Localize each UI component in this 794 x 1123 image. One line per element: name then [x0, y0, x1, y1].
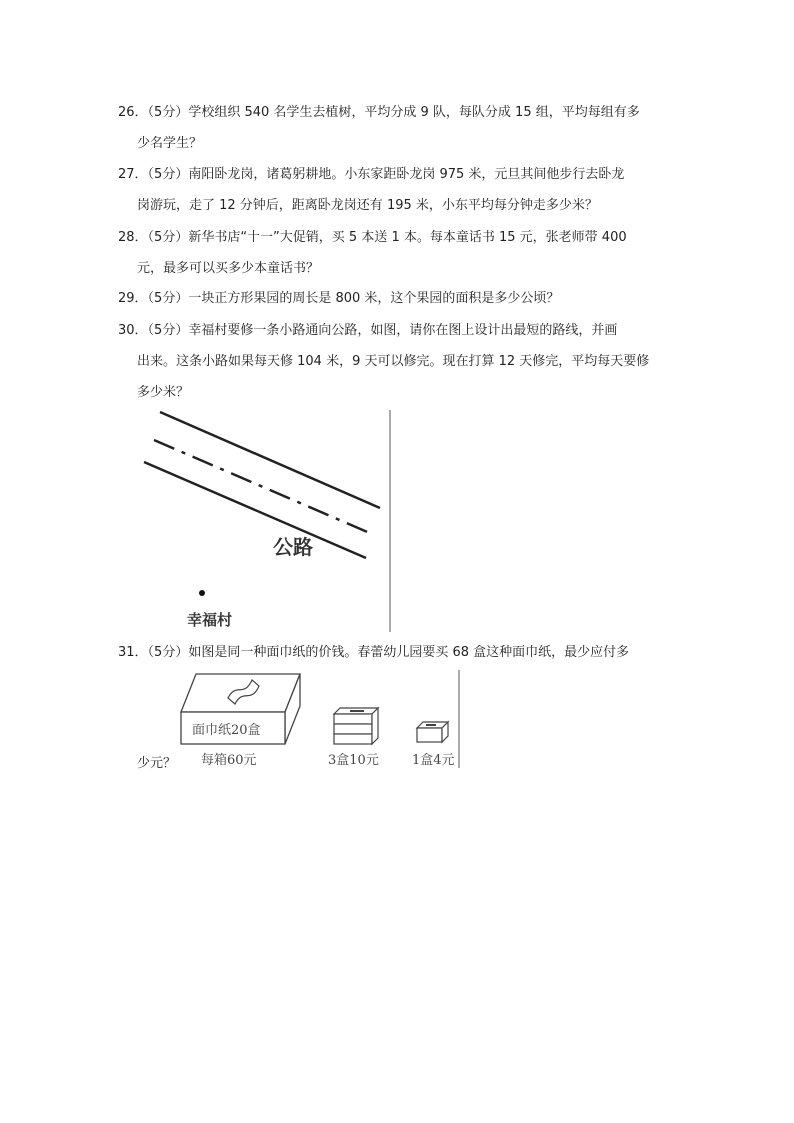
question-27-line-2: 岗游玩，走了 12 分钟后，距离卧龙岗还有 195 米，小东平均每分钟走多少米？ — [137, 198, 598, 213]
question-26 — [118, 97, 688, 159]
road-figure — [140, 410, 392, 635]
question-30-line-1: 30．（5分）幸福村要修一条小路通向公路，如图，请你在图上设计出最短的路线，并画 — [118, 323, 618, 338]
question-31 — [118, 637, 688, 668]
question-31-line-1: 31．（5分）如图是同一种面巾纸的价钱。春蕾幼儿园要买 68 盒这种面巾纸，最少应付多 — [118, 645, 630, 660]
three-box-stack — [334, 708, 378, 744]
large-tissue-box — [181, 674, 300, 744]
village-label: 幸福村 — [187, 611, 233, 629]
question-29 — [118, 283, 688, 314]
question-31-line-2: 少元？ — [137, 756, 177, 771]
tissue-figure — [176, 668, 466, 770]
question-26-line-2: 少名学生？ — [137, 136, 203, 151]
price-label-single: 1盒4元 — [412, 753, 455, 768]
price-label-three: 3盒10元 — [328, 753, 379, 768]
question-29-line-1: 29．（5分）一块正方形果园的周长是 800 米，这个果园的面积是多少公顷？ — [118, 291, 560, 306]
road-label: 公路 — [273, 535, 313, 559]
question-28-line-1: 28．（5分）新华书店“十一”大促销，买 5 本送 1 本。每本童话书 15 元，张老师带 400 — [118, 230, 627, 245]
single-box — [417, 722, 448, 742]
village-point — [199, 590, 205, 596]
question-30-line-3: 多少米？ — [137, 385, 190, 400]
question-30 — [118, 315, 688, 408]
question-27-line-1: 27．（5分）南阳卧龙岗，诸葛躬耕地。小东家距卧龙岗 975 米，元旦其间他步行去卧龙 — [118, 167, 625, 182]
question-28 — [118, 222, 688, 284]
question-26-line-1: 26．（5分）学校组织 540 名学生去植树，平均分成 9 队，每队分成 15 组，平均每组有多 — [118, 105, 640, 120]
road-center-line — [154, 440, 372, 534]
question-27 — [118, 159, 688, 221]
price-label-case: 每箱60元 — [201, 753, 257, 768]
question-28-line-2: 元，最多可以买多少本童话书？ — [137, 261, 320, 276]
road-lower-edge — [144, 462, 366, 558]
question-30-line-2: 出来。这条小路如果每天修 104 米，9 天可以修完。现在打算 12 天修完，平均每天要修 — [137, 354, 650, 369]
road-upper-edge — [160, 412, 380, 508]
large-box-text: 面巾纸20盒 — [192, 723, 261, 738]
